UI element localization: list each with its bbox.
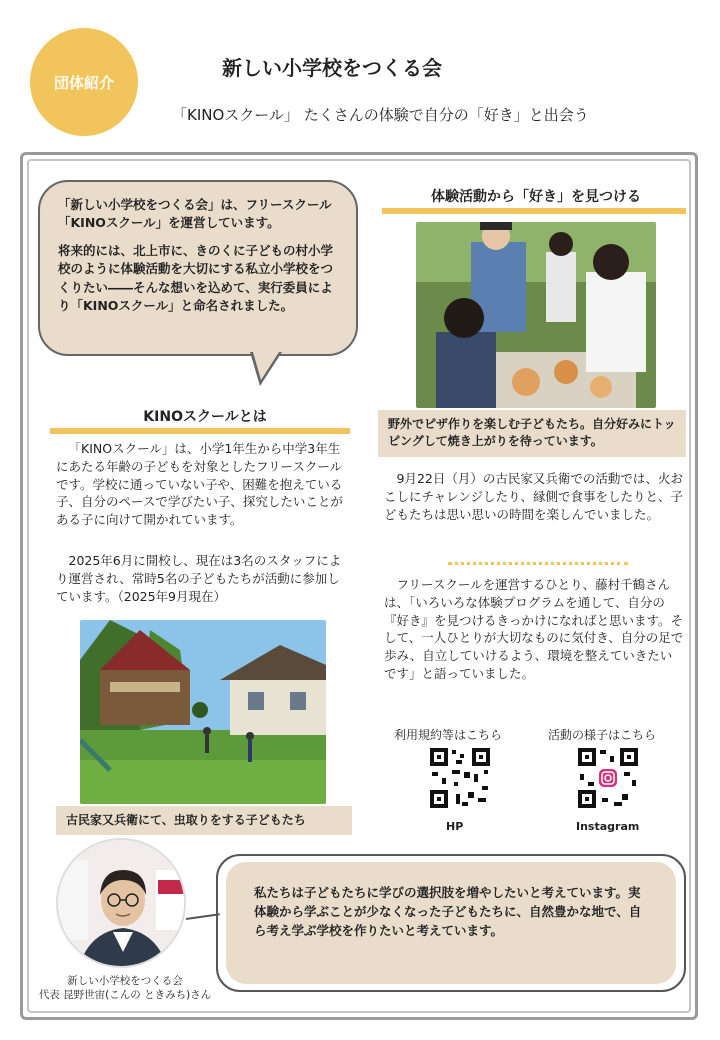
page-subtitle: 「KINOスクール」 たくさんの体験で自分の「好き」と出会う <box>172 106 589 124</box>
about-heading: KINOスクールとは <box>143 409 267 425</box>
intro-paragraph-2: 将来的には、北上市に、きのくに子どもの村小学校のように体験活動を大切にする私立小学校をつくりたい――そんな想いを込めて、実行委員により「KINOスクール」と命名されました。 <box>58 243 334 313</box>
bug-catching-illustration <box>80 620 326 804</box>
pizza-making-photo <box>416 222 656 408</box>
about-paragraph-2: 2025年6月に開校し、現在は3名のスタッフにより運営され、常時5名の子どもたちが活動に参加しています。（2025年9月現在） <box>56 553 342 604</box>
activity-paragraph-2: フリースクールを運営するひとり、藤村千鶴さんは、「いろいろな体験プログラムを通して、自分の『好き』を見つけるきっかけになればと思います。そして、一人ひとりが大切なものに気付き、自分の足で歩み、自立していけるよう、環境を整えていきたいです」と語っていました。 <box>384 577 684 681</box>
instagram-qr-code[interactable] <box>576 746 640 810</box>
activity-paragraph-1: 9月22日（月）の古民家又兵衛での活動では、火おこしにチャレンジしたり、縁側で食事をしたりと、子どもたちは思い思いの時間を楽しんでいました。 <box>384 471 684 522</box>
bug-catching-photo <box>80 620 326 804</box>
hp-link-label: 利用規約等はこちら <box>394 728 503 742</box>
hp-qr-code[interactable] <box>428 746 492 810</box>
dotted-divider <box>448 562 628 565</box>
pizza-making-illustration <box>416 222 656 408</box>
instagram-link-name: Instagram <box>576 820 640 833</box>
representative-quote: 私たちは子どもたちに学びの選択肢を増やしたいと考えています。実体験から学ぶことが少なくなった子どもたちに、自然豊かな地で、自ら考え学ぶ学校を作りたいと考えています。 <box>226 862 676 984</box>
page-title: 新しい小学校をつくる会 <box>222 56 442 80</box>
bubble-tail-fill <box>253 352 279 380</box>
activity-heading-bar <box>382 208 686 214</box>
qr-code-icon <box>428 746 492 810</box>
representative-portrait <box>58 840 186 968</box>
badge-label: 団体紹介 <box>53 73 114 92</box>
instagram-link-label: 活動の様子はこちら <box>548 728 657 742</box>
representative-credit <box>30 974 220 1002</box>
about-heading-bar <box>50 428 350 434</box>
hp-link-name: HP <box>446 820 464 833</box>
representative-org: 新しい小学校をつくる会 <box>67 975 183 987</box>
about-paragraph-1: 「KINOスクール」は、小学1年生から中学3年生にあたる年齢の子どもを対象としたフリースクールです。学校に通っていない子や、困難を抱えている子、自分のペースで学びたい子、探究したいことがある子に向けて開かれています。 <box>56 441 343 527</box>
pizza-making-caption: 野外でピザ作りを楽しむ子どもたち。自分好みにトッピングして焼き上がりを待っています。 <box>378 410 686 457</box>
representative-avatar <box>56 838 186 968</box>
intro-paragraph-1: 「新しい小学校をつくる会」は、フリースクール「KINOスクール」を運営しています。 <box>58 197 332 231</box>
qr-code-icon <box>576 746 640 810</box>
bug-catching-caption: 古民家又兵衛にて、虫取りをする子どもたち <box>56 806 352 835</box>
category-badge <box>30 28 138 136</box>
intro-speech-bubble <box>38 180 358 356</box>
representative-name: 代表 昆野世宙(こんの ときみち)さん <box>38 989 212 1002</box>
activity-heading: 体験活動から「好き」を見つける <box>431 189 641 205</box>
